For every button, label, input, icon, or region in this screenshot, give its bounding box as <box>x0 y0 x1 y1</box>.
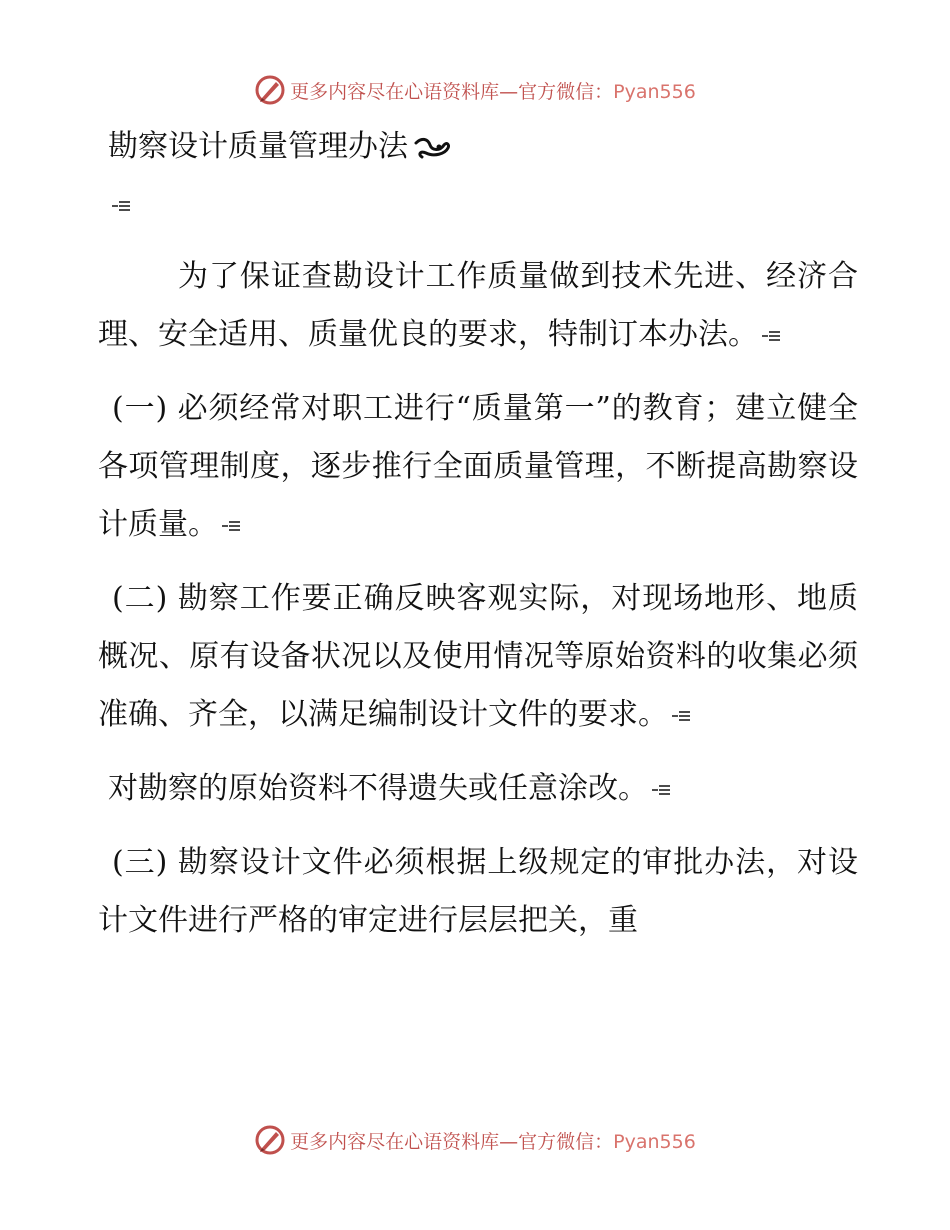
pen-logo-icon <box>254 1124 286 1156</box>
banner-text: 更多内容尽在心语资料库—官方微信：Pyan556 <box>290 80 696 103</box>
clause-1-paragraph: (一) 必须经常对职工进行“质量第一”的教育；建立健全各项管理制度，逐步推行全面质量管理，不断提高勘察设计质量。 <box>98 391 858 542</box>
paragraph-mark-icon <box>110 197 132 215</box>
clause-2-note-paragraph: 对勘察的原始资料不得遗失或任意涂改。 <box>98 760 858 818</box>
decorative-ornament-icon <box>412 135 452 161</box>
paragraph-mark-icon <box>220 517 242 535</box>
paragraph-mark-icon <box>760 327 782 345</box>
banner-text: 更多内容尽在心语资料库—官方微信：Pyan556 <box>290 1130 696 1153</box>
paragraph-mark-icon <box>670 707 692 725</box>
clause-3-paragraph: (三) 勘察设计文件必须根据上级规定的审批办法，对设计文件进行严格的审定进行层层把关，重 <box>98 845 858 938</box>
pen-logo-icon <box>254 74 286 106</box>
header-banner <box>0 70 950 110</box>
empty-paragraph-mark <box>108 176 858 234</box>
document-title: 勘察设计质量管理办法 <box>108 118 858 176</box>
document-body <box>98 118 858 950</box>
intro-paragraph: 为了保证查勘设计工作质量做到技术先进、经济合理、安全适用、质量优良的要求，特制订本办法。 <box>98 259 858 352</box>
footer-banner <box>0 1120 950 1160</box>
clause-2-paragraph: (二) 勘察工作要正确反映客观实际，对现场地形、地质概况、原有设备状况以及使用情况等原始资料的收集必须准确、齐全，以满足编制设计文件的要求。 <box>98 581 858 732</box>
paragraph-mark-icon <box>650 781 672 799</box>
